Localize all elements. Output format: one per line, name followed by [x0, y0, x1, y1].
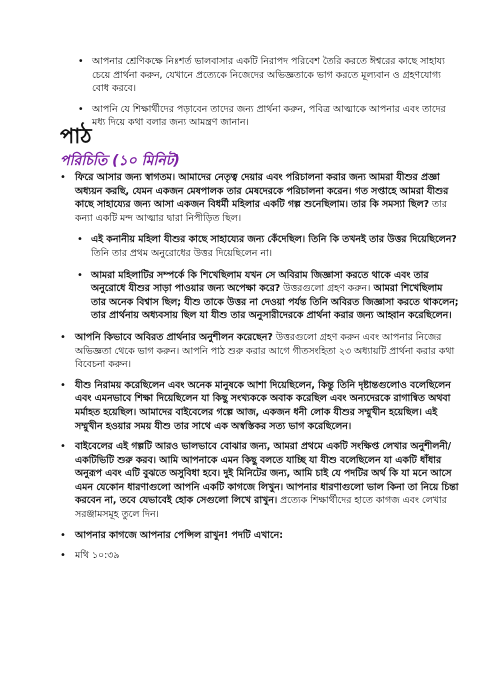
bullet-icon: •: [60, 331, 66, 343]
paragraph: যীশু নিরাময় করেছিলেন এবং অনেক মানুষকে আশা দিয়েছিলেন, কিন্তু তিনি দৃষ্টান্তগুলোও বলেছিলেন এবং এমনভাবে শিক্ষা দিয়েছিলেন যা কিছু সংখ্যককে অবাক করেছিল এবং অন্যদেরকে রাগান্বিত অথবা মর্মাহত হয়েছিল। আমাদের বাইবেলের গল্পে আজ, একজন ধনী লোক যীশুর সম্মুখীন হয়েছিল। এই সম্মুখীন হওয়ার সময় যীশু তার সাথে এক অস্বস্তিকর সত্য ভাগ করেছিলেন।: [75, 379, 451, 432]
prayer-instruction-text: আপনি যে শিক্ষার্থীদের পড়াবেন তাদের জন্য প্রার্থনা করুন, পবিত্র আত্মাকে আপনার এবং তাদের মধ্য দিয়ে কথা বলার জন্য আমন্ত্রণ জানান।: [92, 103, 446, 129]
bullet-icon: •: [60, 550, 66, 562]
plain-text: তিনি তার প্রথম অনুরোধের উত্তর দিয়েছিলেন না।: [91, 247, 273, 259]
list-item: [78, 103, 452, 130]
scripture-reference: মথি ১০:৩৯: [75, 550, 120, 562]
plain-text: উত্তরগুলো গ্রহণ করুন এবং আপনার নিজের অভিজ্ঞতা থেকে ভাগ করুন। আপনি পাঠ শুরু করার আগে গীতসংহিতা ২৩ অধ্যায়টি প্রার্থনা করার কথা বিবেচনা করুন।: [75, 331, 455, 371]
paragraph: আপনার কাগজে আপনার পেন্সিল রাখুন! পদটি এখানে:: [75, 529, 284, 541]
paragraph: [75, 440, 459, 522]
preparation-list: [78, 55, 452, 137]
section-heading: পরিচিতি (১০ মিনিট): [60, 153, 180, 169]
bold-text: বাইবেলের এই গল্পটি আরও ভালভাবে বোঝার জন্য, আমরা প্রথমে একটি সংক্ষিপ্ত লেখার অনুশীলনী/একটিভিটি শুরু করব। আমি আপনাকে এমন কিছু বলতে যাচ্ছি যা যীশু বলেছিলেন যা একটি ধাঁধার অনুরূপ এবং এটি বুঝতে অসুবিধা হবে। দুই মিনিটের জন্য, আমি চাই যে পদটির অর্থ কি যা মনে আসে এমন যেকোন ধারণাগুলো আপনি একটি কাগজে লিখুন। আপনার ধারণাগুলো ভাল কিনা তা নিয়ে চিন্তা করবেন না, তবে যেভাবেই হোক সেগুলো লিখে রাখুন।: [75, 441, 459, 507]
bullet-icon: •: [77, 269, 83, 281]
bullet-icon: •: [60, 172, 66, 183]
plain-text: তার কন্যা একটি মন্দ আত্মার দ্বারা নিপীড়িত ছিল।: [75, 199, 447, 224]
sub-list: [77, 233, 459, 323]
bullet-icon: •: [77, 234, 83, 246]
sub-list-item: [77, 233, 459, 260]
list-item: [78, 55, 452, 96]
list-item: [60, 379, 459, 433]
paragraph: [75, 331, 459, 372]
bold-text: এই কনানীয় মহিলা যীশুর কাছে সাহায্যের জন্য কেঁদেছিল। তিনি কি তখনই তার উত্তর দিয়েছিলেন?: [91, 234, 457, 246]
bold-text: আমরা মহিলাটির সম্পর্কে কি শিখেছিলাম যখন সে অবিরাম জিজ্ঞাসা করতে থাকে এবং তার অনুরোধে যীশুর সাড়া পাওয়ার জন্য অপেক্ষা করে?: [91, 269, 429, 295]
plain-text: প্রত্যেক শিক্ষার্থীদের হাতে কাগজ এবং লেখার সরঞ্জামসমূহ তুলে দিন।: [75, 495, 447, 521]
prayer-instruction-text: আপনার শ্রেণিকক্ষে নিঃশর্ত ভালবাসার একটি নিরাপদ পরিবেশ তৈরি করতে ঈশ্বরের কাছে সাহায্য চেয়ে প্রার্থনা করুন, যেখানে প্রত্যেকে নিজেদের অভিজ্ঞতাকে ভাগ করতে মূল্যবান ও গ্রহণযোগ্য বোধ করবে।: [92, 56, 445, 95]
bullet-icon: •: [60, 379, 66, 391]
list-item: [60, 440, 459, 522]
list-item: [60, 171, 459, 323]
bullet-icon: •: [78, 103, 84, 115]
lesson-heading: পাঠ: [60, 123, 92, 148]
bullet-icon: •: [78, 56, 84, 67]
bold-text: আপনি কিভাবে অবিরত প্রার্থনার অনুশীলন করেছেন?: [75, 331, 273, 343]
sub-list-item: [77, 269, 459, 323]
bold-text: ফিরে আসার জন্য স্বাগতম। আমাদের নেতৃত্ব দেয়ার এবং পরিচালনা করার জন্য আমরা যীশুর প্রজ্ঞা অধ্যয়ন করছি, যেমন একজন মেষপালক তার মেষদেরকে পরিচালনা করেন। গত সপ্তাহে আমরা যীশুর কাছে সাহায্যের জন্য আসা একজন বিধর্মী মহিলার একটি গল্প শুনেছিলাম। তার কি সমস্যা ছিল?: [75, 172, 449, 211]
bullet-icon: •: [60, 529, 66, 541]
paragraph: [75, 171, 459, 225]
paragraph: [91, 269, 459, 323]
list-item: [60, 331, 459, 372]
paragraph: [91, 233, 459, 260]
lesson-list: [60, 171, 459, 570]
list-item: [60, 549, 459, 563]
bullet-icon: •: [60, 441, 66, 453]
bold-text: আমরা শিখেছিলাম তার অনেক বিশ্বাস ছিল; যীশু তাকে উত্তর না দেওয়া পর্যন্ত তিনি অবিরত জিজ্ঞাসা করতে থাকলেন; তার প্রার্থনায় অধ্যবসায় ছিল যা যীশু তার অনুসারীদেরকে প্রার্থনা করার জন্য আহ্বান করেছিলেন।: [91, 283, 459, 322]
plain-text: উত্তরগুলো গ্রহণ করুন।: [280, 283, 371, 295]
list-item: [60, 529, 459, 543]
